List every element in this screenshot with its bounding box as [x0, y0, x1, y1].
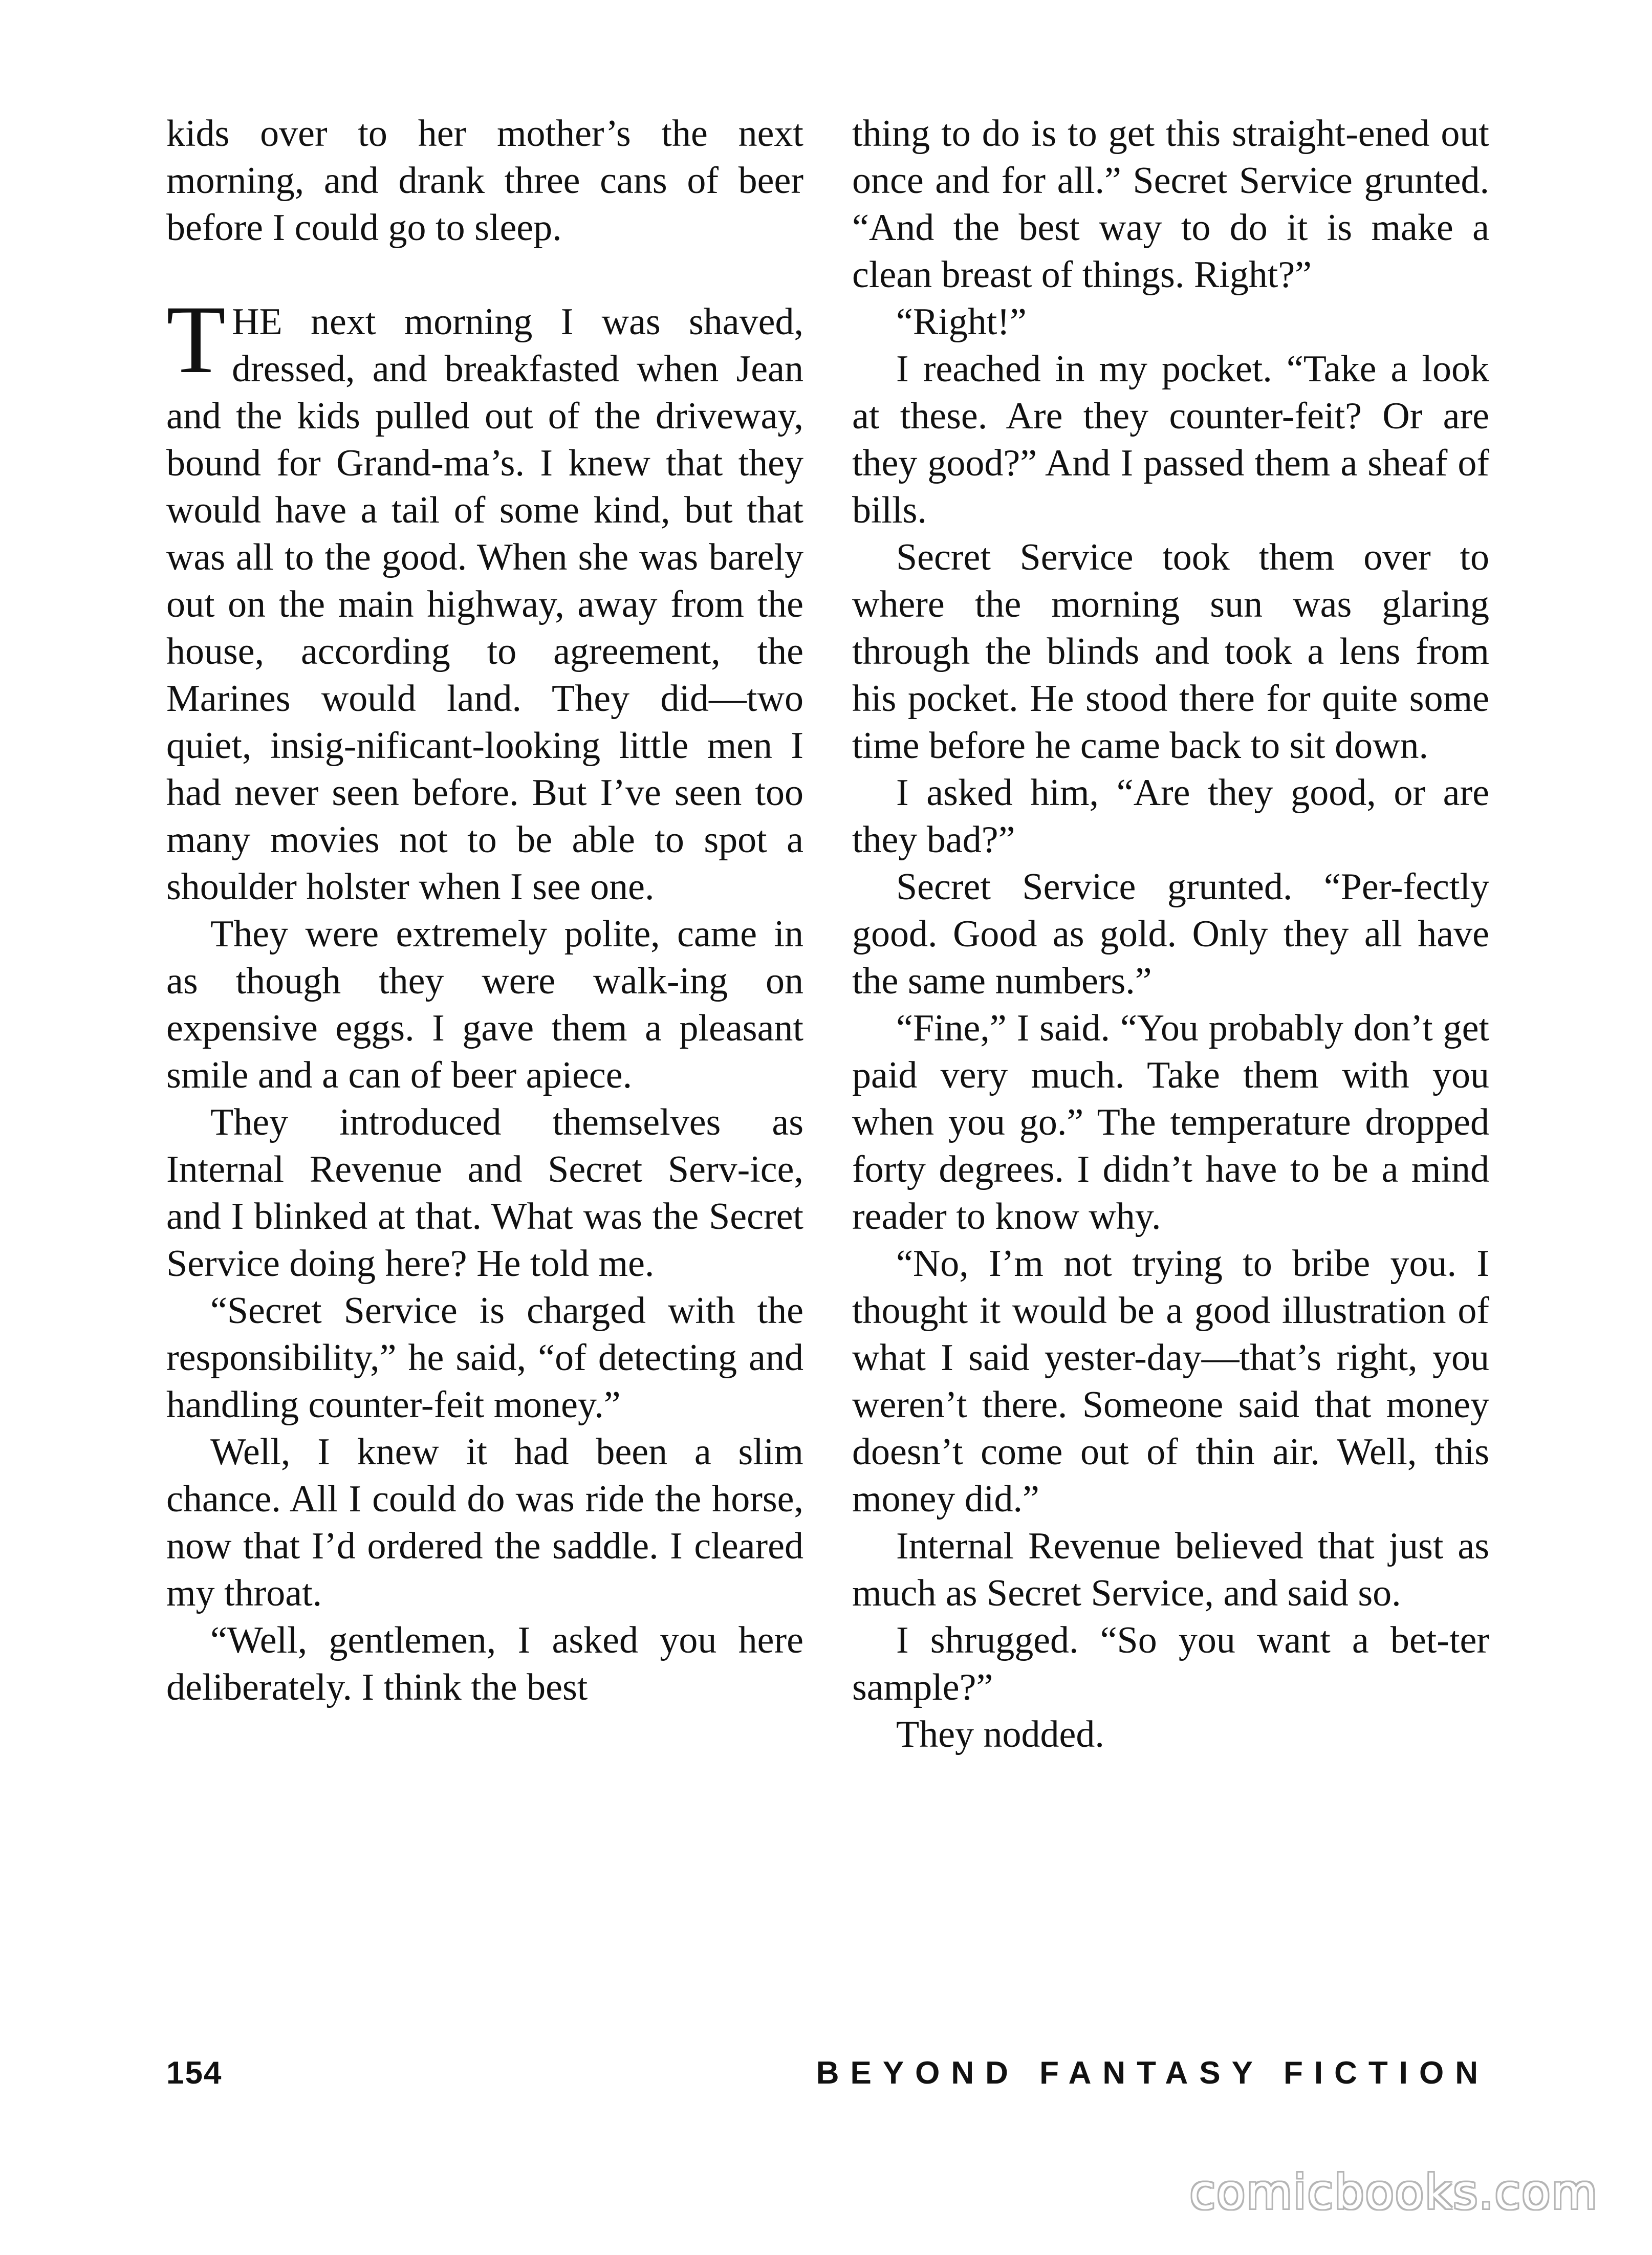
- paragraph: I reached in my pocket. “Take a look at these. Are they counter-feit? Or are they good?” And I passed them a sheaf of bills.: [852, 348, 1489, 531]
- paragraph: “No, I’m not trying to bribe you. I thought it would be a good illustration of what I said yester-day—that’s right, you weren’t there. Someone said that money doesn’t come out of thin air. Well, this money did.”: [852, 1243, 1489, 1520]
- paragraph: Internal Revenue believed that just as much as Secret Service, and said so.: [852, 1525, 1489, 1614]
- paragraph: I shrugged. “So you want a bet-ter sample?”: [852, 1619, 1489, 1708]
- running-title: BEYOND FANTASY FICTION: [816, 2055, 1489, 2091]
- paragraph: thing to do is to get this straight-ened out once and for all.” Secret Service grunted. “And the best way to do it is make a clean breast of things. Right?”: [852, 113, 1489, 296]
- paragraph: They were extremely polite, came in as though they were walk-ing on expensive eggs. I gave them a pleasant smile and a can of beer apiece.: [166, 913, 803, 1096]
- paragraph: “Right!”: [896, 301, 1027, 343]
- paragraph-text: HE next morning I was shaved, dressed, and breakfasted when Jean and the kids pulled out of the driveway, bound for Grand-ma’s. I knew that they would have a tail of some kind, but that was all to the good. When she was barely out on the main highway, away from the house, according to agreement, the Marines would land. They did—two quiet, insig-nificant-looking little men I had never seen before. But I’ve seen too many movies not to be able to spot a shoulder holster when I see one.: [166, 301, 803, 908]
- page-footer: [166, 2055, 1489, 2106]
- paragraph-dropcap: [166, 286, 803, 910]
- paragraph: They nodded.: [896, 1714, 1104, 1755]
- paragraph: They introduced themselves as Internal Revenue and Secret Serv-ice, and I blinked at that. What was the Secret Service doing here? He told me.: [166, 1101, 803, 1285]
- watermark: comicbooks.com: [1189, 2165, 1598, 2220]
- right-text-column: [852, 110, 1489, 1758]
- paragraph: Secret Service grunted. “Per-fectly good. Good as gold. Only they all have the same numbers.”: [852, 866, 1489, 1002]
- page-number: 154: [166, 2055, 223, 2091]
- paragraph: “Well, gentlemen, I asked you here deliberately. I think the best: [166, 1619, 803, 1708]
- paragraph: “Secret Service is charged with the responsibility,” he said, “of detecting and handling counter-feit money.”: [166, 1290, 803, 1426]
- left-text-column: [166, 110, 803, 1711]
- paragraph: “Fine,” I said. “You probably don’t get paid very much. Take them with you when you go.” The temperature dropped forty degrees. I didn’t have to be a mind reader to know why.: [852, 1007, 1489, 1238]
- paragraph: Secret Service took them over to where the morning sun was glaring through the blinds and took a lens from his pocket. He stood there for quite some time before he came back to sit down.: [852, 536, 1489, 767]
- paragraph: Well, I knew it had been a slim chance. All I could do was ride the horse, now that I’d ordered the saddle. I cleared my throat.: [166, 1431, 803, 1614]
- paragraph: I asked him, “Are they good, or are they bad?”: [852, 772, 1489, 861]
- drop-cap: T: [166, 286, 226, 394]
- paragraph: kids over to her mother’s the next morning, and drank three cans of beer before I could go to sleep.: [166, 113, 803, 249]
